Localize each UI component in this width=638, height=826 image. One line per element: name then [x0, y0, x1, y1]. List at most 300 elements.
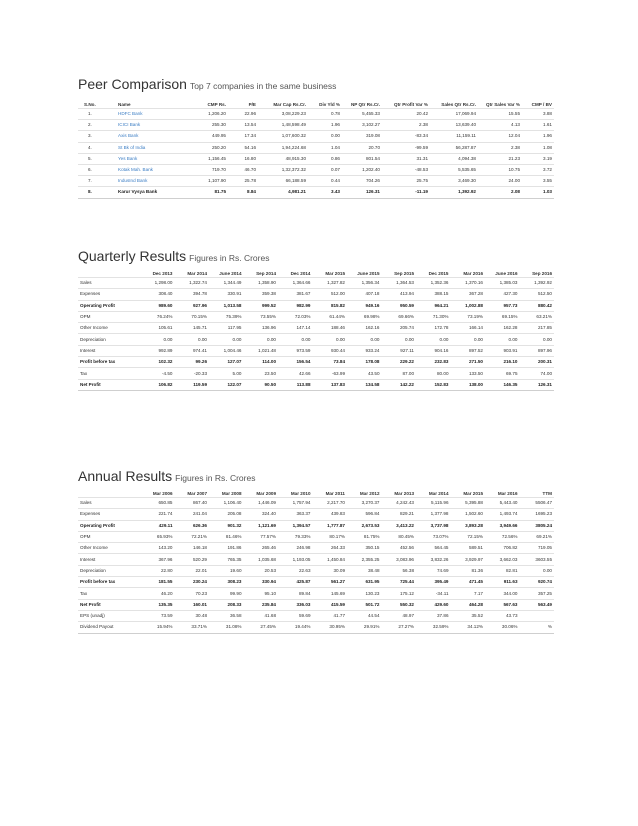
annual-value-cell: 564.45	[416, 543, 451, 554]
peer-company-link[interactable]: Axis Bank	[116, 131, 188, 142]
peer-value-cell: 2.08	[478, 187, 522, 198]
annual-value-cell: 41.68	[244, 610, 279, 621]
annual-value-cell: 344.00	[485, 588, 520, 599]
annual-value-cell: 439.83	[313, 509, 348, 520]
quarterly-value-cell: 71.30%	[416, 311, 451, 322]
quarterly-value-cell: 381.67	[278, 289, 313, 300]
table-row	[78, 554, 554, 565]
annual-value-cell: 265.46	[244, 543, 279, 554]
annual-row-label: Expenses	[78, 509, 140, 520]
peer-company-link[interactable]: St Bk of India	[116, 142, 188, 153]
table-row	[78, 509, 554, 520]
quarterly-value-cell: 172.78	[416, 323, 451, 334]
quarterly-value-cell: 136.96	[244, 323, 279, 334]
annual-value-cell: 36.58	[209, 610, 244, 621]
annual-value-cell: 43.73	[485, 610, 520, 621]
annual-value-cell: 464.28	[451, 599, 486, 610]
peer-value-cell: 2.38	[478, 142, 522, 153]
quarterly-value-cell: -63.99	[313, 368, 348, 379]
annual-value-cell: 1,450.84	[313, 554, 348, 565]
annual-value-cell: 367.96	[140, 554, 175, 565]
quarterly-value-cell: 1,392.92	[520, 278, 555, 289]
peer-value-cell: 0.44	[308, 176, 342, 187]
quarterly-value-cell: 0.00	[347, 334, 382, 345]
peer-table	[78, 94, 554, 199]
quarterly-value-cell: 200.31	[520, 357, 555, 368]
annual-value-cell: 563.49	[520, 599, 555, 610]
peer-value-cell: 1,48,598.49	[258, 120, 308, 131]
annual-value-cell: 7.17	[451, 588, 486, 599]
peer-value-cell: 719.70	[188, 164, 228, 175]
table-row	[78, 520, 554, 531]
quarterly-period-header: Mar 2015	[325, 271, 345, 276]
annual-value-cell: 2,355.25	[347, 554, 382, 565]
quarterly-value-cell: 974.41	[175, 345, 210, 356]
quarterly-value-cell: 271.50	[451, 357, 486, 368]
quarterly-value-cell: 188.46	[313, 323, 348, 334]
annual-value-cell: 130.23	[347, 588, 382, 599]
peer-sno: 4.	[78, 142, 116, 153]
annual-value-cell: 1695.23	[520, 509, 555, 520]
quarterly-value-cell: 0.00	[278, 334, 313, 345]
annual-period-header: Mar 2015	[463, 491, 483, 496]
quarterly-value-cell: 229.22	[382, 357, 417, 368]
annual-value-cell: 22.63	[278, 565, 313, 576]
table-row	[78, 543, 554, 554]
annual-value-cell: 56.38	[382, 565, 417, 576]
annual-value-cell: 81.46%	[209, 531, 244, 542]
annual-period-header: Mar 2009	[256, 491, 276, 496]
peer-value-cell: 46.70	[228, 164, 258, 175]
peer-value-cell: 0.86	[308, 153, 342, 164]
quarterly-value-cell: 927.11	[382, 345, 417, 356]
peer-header-cell: CMP / BV	[531, 102, 552, 107]
peer-subtitle: Top 7 companies in the same business	[189, 81, 337, 91]
annual-value-cell: 725.44	[382, 577, 417, 588]
peer-comparison-section	[78, 76, 554, 199]
quarterly-value-cell: 1,002.88	[451, 300, 486, 311]
peer-value-cell: 1,156.45	[188, 153, 228, 164]
quarterly-value-cell: 1,356.34	[347, 278, 382, 289]
quarterly-value-cell: 166.14	[451, 323, 486, 334]
peer-value-cell: 3,469.30	[430, 176, 478, 187]
annual-value-cell: 99.90	[209, 588, 244, 599]
annual-value-cell: 30.06%	[485, 622, 520, 633]
quarterly-period-header: June 2014	[219, 271, 242, 276]
quarterly-value-cell: 113.88	[278, 379, 313, 390]
annual-value-cell: 1,777.87	[313, 520, 348, 531]
quarterly-value-cell: 73.84	[313, 357, 348, 368]
annual-value-cell: 567.63	[485, 599, 520, 610]
annual-row-label: Tax	[78, 588, 140, 599]
annual-value-cell: 3,270.37	[347, 498, 382, 509]
annual-value-cell: 27.45%	[244, 622, 279, 633]
quarterly-value-cell: 1,364.53	[382, 278, 417, 289]
peer-value-cell: 1.61	[522, 120, 554, 131]
peer-value-cell: 5,455.33	[342, 109, 382, 120]
quarterly-value-cell: 1,021.48	[244, 345, 279, 356]
quarterly-value-cell: 178.08	[347, 357, 382, 368]
annual-value-cell: 81.36	[451, 565, 486, 576]
peer-header-cell: Qtr Sales Var %	[486, 102, 520, 107]
annual-value-cell: 650.85	[140, 498, 175, 509]
quarterly-value-cell: 152.83	[416, 379, 451, 390]
annual-value-cell: 72.56%	[485, 531, 520, 542]
peer-value-cell: 319.08	[342, 131, 382, 142]
annual-value-cell: 264.33	[313, 543, 348, 554]
annual-value-cell: 19.44%	[278, 622, 313, 633]
annual-value-cell: 191.86	[209, 543, 244, 554]
annual-value-cell: 30.48	[175, 610, 210, 621]
peer-value-cell: 449.95	[188, 131, 228, 142]
annual-period-header: Mar 2016	[497, 491, 518, 496]
annual-row-label: Other Income	[78, 543, 140, 554]
annual-value-cell: 3,949.66	[485, 520, 520, 531]
annual-value-cell: 395.49	[416, 577, 451, 588]
annual-row-label: Operating Profit	[78, 520, 140, 531]
annual-value-cell: 520.29	[175, 554, 210, 565]
quarterly-value-cell: 69.75	[485, 368, 520, 379]
annual-value-cell: 38.48	[347, 565, 382, 576]
annual-value-cell: 160.01	[175, 599, 210, 610]
annual-value-cell: 911.63	[485, 577, 520, 588]
annual-value-cell: 79.33%	[278, 531, 313, 542]
annual-value-cell: 59.69	[278, 610, 313, 621]
annual-value-cell: 15.94%	[140, 622, 175, 633]
peer-sno: 2.	[78, 120, 116, 131]
annual-value-cell: 429.60	[416, 599, 451, 610]
annual-results-title	[78, 468, 554, 484]
quarterly-row-label: Sales	[78, 278, 140, 289]
peer-value-cell: 8.84	[228, 187, 258, 198]
quarterly-value-cell: 1,322.74	[175, 278, 210, 289]
annual-value-cell: 69.21%	[520, 531, 555, 542]
quarterly-value-cell: 367.28	[451, 289, 486, 300]
table-row	[78, 334, 554, 345]
peer-value-cell: -83.34	[382, 131, 430, 142]
peer-value-cell: 3.43	[308, 187, 342, 198]
quarterly-value-cell: 216.10	[485, 357, 520, 368]
table-row	[78, 531, 554, 542]
peer-value-cell: 3.19	[522, 153, 554, 164]
peer-value-cell: 20.42	[382, 109, 430, 120]
annual-value-cell: 901.32	[209, 520, 244, 531]
annual-value-cell: 3603.55	[520, 554, 555, 565]
peer-sno: 5.	[78, 153, 116, 164]
quarterly-value-cell: 43.50	[347, 368, 382, 379]
quarterly-value-cell: 74.00	[520, 368, 555, 379]
quarterly-row-label: OPM	[78, 311, 140, 322]
table-row	[78, 153, 554, 164]
quarterly-value-cell: 0.00	[485, 334, 520, 345]
quarterly-subtitle: Figures in Rs. Crores	[189, 253, 270, 263]
quarterly-row-label: Operating Profit	[78, 300, 140, 311]
annual-value-cell: 77.57%	[244, 531, 279, 542]
quarterly-value-cell: 5.00	[209, 368, 244, 379]
quarterly-value-cell: 137.83	[313, 379, 348, 390]
peer-value-cell: 24.00	[478, 176, 522, 187]
quarterly-value-cell: -4.50	[140, 368, 175, 379]
peer-header-cell: Sales Qtr Rs.Cr.	[441, 102, 476, 107]
peer-value-cell: 13,639.40	[430, 120, 478, 131]
annual-period-header: Mar 2010	[290, 491, 311, 496]
quarterly-value-cell: 127.07	[209, 357, 244, 368]
peer-company-link[interactable]: Yes Bank	[116, 153, 188, 164]
annual-value-cell: 1,121.69	[244, 520, 279, 531]
annual-value-cell: 336.03	[278, 599, 313, 610]
peer-value-cell: 255.30	[188, 120, 228, 131]
peer-value-cell: 2.38	[382, 120, 430, 131]
peer-comparison-title	[78, 76, 554, 92]
table-row	[78, 289, 554, 300]
peer-value-cell: -48.53	[382, 164, 430, 175]
peer-company-link[interactable]: IndusInd Bank	[116, 176, 188, 187]
quarterly-value-cell: 73.55%	[244, 311, 279, 322]
annual-value-cell: 1,493.74	[485, 509, 520, 520]
peer-value-cell: 10.75	[478, 164, 522, 175]
quarterly-value-cell: 117.95	[209, 323, 244, 334]
annual-row-label: Depreciation	[78, 565, 140, 576]
annual-period-header: Mar 2011	[325, 491, 345, 496]
annual-value-cell: 920.74	[520, 577, 555, 588]
annual-value-cell: 350.15	[347, 543, 382, 554]
annual-value-cell: 41.77	[313, 610, 348, 621]
peer-value-cell: 1,392.92	[430, 187, 478, 198]
peer-value-cell: 48,915.30	[258, 153, 308, 164]
peer-header-cell: S.No.	[84, 102, 96, 107]
quarterly-period-header: Dec 2015	[428, 271, 449, 276]
peer-company-link[interactable]: ICICI Bank	[116, 120, 188, 131]
table-row	[78, 588, 554, 599]
quarterly-value-cell: 0.00	[313, 334, 348, 345]
peer-value-cell: 12.04	[478, 131, 522, 142]
annual-row-label: OPM	[78, 531, 140, 542]
annual-value-cell: 73.07%	[416, 531, 451, 542]
quarterly-row-label: Depreciation	[78, 334, 140, 345]
quarterly-period-header: June 2015	[357, 271, 380, 276]
annual-value-cell: 80.45%	[382, 531, 417, 542]
peer-value-cell: 16.80	[228, 153, 258, 164]
annual-value-cell: 1,377.98	[416, 509, 451, 520]
quarterly-value-cell: 992.89	[140, 345, 175, 356]
peer-value-cell: 801.54	[342, 153, 382, 164]
annual-value-cell: 719.05	[520, 543, 555, 554]
quarterly-value-cell: 512.00	[313, 289, 348, 300]
quarterly-value-cell: 308.40	[140, 289, 175, 300]
annual-value-cell: 22.80	[140, 565, 175, 576]
peer-value-cell: 1,107.90	[188, 176, 228, 187]
peer-value-cell: 1.96	[308, 120, 342, 131]
annual-value-cell: 1,502.60	[451, 509, 486, 520]
peer-value-cell: 3,102.27	[342, 120, 382, 131]
quarterly-value-cell: 0.00	[175, 334, 210, 345]
annual-value-cell: 1,106.40	[209, 498, 244, 509]
annual-value-cell: 357.25	[520, 588, 555, 599]
peer-value-cell: 13.54	[228, 120, 258, 131]
annual-value-cell: 2,217.70	[313, 498, 348, 509]
annual-value-cell: 205.08	[209, 509, 244, 520]
annual-value-cell: 82.81	[485, 565, 520, 576]
annual-value-cell: 3,832.26	[416, 554, 451, 565]
annual-value-cell: 471.45	[451, 577, 486, 588]
table-row	[78, 599, 554, 610]
annual-value-cell: 74.69	[416, 565, 451, 576]
quarterly-value-cell: 126.31	[520, 379, 555, 390]
quarterly-value-cell: 133.50	[451, 368, 486, 379]
annual-value-cell: 1,446.09	[244, 498, 279, 509]
annual-value-cell: 145.69	[313, 588, 348, 599]
peer-value-cell: -99.59	[382, 142, 430, 153]
annual-value-cell: 5,115.96	[416, 498, 451, 509]
quarterly-value-cell: 87.00	[382, 368, 417, 379]
annual-value-cell: 81.75%	[347, 531, 382, 542]
annual-period-header: Mar 2013	[394, 491, 414, 496]
peer-sno: 7.	[78, 176, 116, 187]
quarterly-value-cell: 815.82	[313, 300, 348, 311]
quarterly-value-cell: 0.00	[451, 334, 486, 345]
annual-value-cell: 208.33	[209, 599, 244, 610]
quarterly-row-label: Expenses	[78, 289, 140, 300]
quarterly-value-cell: 880.42	[520, 300, 555, 311]
quarterly-value-cell: 114.00	[244, 357, 279, 368]
peer-value-cell: 1.04	[308, 142, 342, 153]
quarterly-row-label: Other Income	[78, 323, 140, 334]
annual-value-cell: 501.72	[347, 599, 382, 610]
table-row	[78, 577, 554, 588]
annual-value-cell: 37.86	[416, 610, 451, 621]
annual-value-cell: 561.27	[313, 577, 348, 588]
peer-value-cell: 4,981.21	[258, 187, 308, 198]
peer-company-link[interactable]: HDFC Bank	[116, 109, 188, 120]
quarterly-value-cell: 162.16	[347, 323, 382, 334]
annual-subtitle: Figures in Rs. Crores	[175, 473, 256, 483]
annual-value-cell: 1,193.05	[278, 554, 313, 565]
peer-header-cell: NP Qtr Rs.Cr.	[350, 102, 380, 107]
annual-value-cell: 829.21	[382, 509, 417, 520]
table-row	[78, 357, 554, 368]
peer-value-cell: 1,94,224.68	[258, 142, 308, 153]
quarterly-value-cell: 105.61	[140, 323, 175, 334]
annual-value-cell: 3,893.28	[451, 520, 486, 531]
annual-value-cell: 308.23	[209, 577, 244, 588]
quarterly-value-cell: 217.85	[520, 323, 555, 334]
annual-value-cell: 30.95%	[313, 622, 348, 633]
annual-value-cell: 1,757.94	[278, 498, 313, 509]
annual-value-cell: 235.84	[244, 599, 279, 610]
quarterly-value-cell: 413.94	[382, 289, 417, 300]
annual-value-cell: 5506.47	[520, 498, 555, 509]
quarterly-value-cell: 330.91	[209, 289, 244, 300]
peer-value-cell: 0.00	[308, 131, 342, 142]
quarterly-value-cell: 1,344.49	[209, 278, 244, 289]
quarterly-value-cell: 61.44%	[313, 311, 348, 322]
quarterly-value-cell: 1,327.82	[313, 278, 348, 289]
quarterly-value-cell: 205.74	[382, 323, 417, 334]
annual-period-header: Mar 2008	[221, 491, 242, 496]
annual-value-cell: 70.23	[175, 588, 210, 599]
annual-value-cell: 27.27%	[382, 622, 417, 633]
annual-row-label: Sales	[78, 498, 140, 509]
quarterly-value-cell: 897.96	[520, 345, 555, 356]
peer-value-cell: 704.26	[342, 176, 382, 187]
annual-value-cell: 429.11	[140, 520, 175, 531]
table-row	[78, 345, 554, 356]
peer-value-cell: 20.70	[342, 142, 382, 153]
quarterly-value-cell: 70.15%	[175, 311, 210, 322]
table-row	[78, 311, 554, 322]
annual-period-header: Mar 2012	[359, 491, 380, 496]
table-row	[78, 176, 554, 187]
quarterly-period-header: Sep 2016	[532, 271, 552, 276]
quarterly-value-cell: 0.00	[520, 334, 555, 345]
peer-value-cell: 0.78	[308, 109, 342, 120]
quarterly-value-cell: 957.73	[485, 300, 520, 311]
peer-value-cell: 3,08,229.23	[258, 109, 308, 120]
peer-value-cell: 4,094.38	[430, 153, 478, 164]
annual-value-cell: 0.00	[520, 565, 555, 576]
peer-value-cell: 126.31	[342, 187, 382, 198]
quarterly-period-header: June 2016	[495, 271, 518, 276]
peer-value-cell: 15.55	[478, 109, 522, 120]
annual-value-cell: 1,394.57	[278, 520, 313, 531]
quarterly-value-cell: 897.52	[451, 345, 486, 356]
quarterly-row-label: Profit before tax	[78, 357, 140, 368]
quarterly-value-cell: 102.32	[140, 357, 175, 368]
annual-row-label: EPS (unadj)	[78, 610, 140, 621]
quarterly-value-cell: 388.15	[416, 289, 451, 300]
annual-value-cell: 3,413.22	[382, 520, 417, 531]
annual-value-cell: 230.24	[175, 577, 210, 588]
quarterly-value-cell: 106.82	[140, 379, 175, 390]
peer-value-cell: 1.03	[522, 187, 554, 198]
peer-value-cell: 0.07	[308, 164, 342, 175]
peer-value-cell: 250.20	[188, 142, 228, 153]
quarterly-value-cell: 75.39%	[209, 311, 244, 322]
quarterly-value-cell: 989.60	[140, 300, 175, 311]
peer-value-cell: 25.78	[228, 176, 258, 187]
peer-value-cell: 4.13	[478, 120, 522, 131]
annual-value-cell: 631.95	[347, 577, 382, 588]
peer-value-cell: 1.96	[522, 131, 554, 142]
quarterly-value-cell: 904.16	[416, 345, 451, 356]
quarterly-value-cell: 142.22	[382, 379, 417, 390]
quarterly-value-cell: 147.14	[278, 323, 313, 334]
annual-value-cell: 65.93%	[140, 531, 175, 542]
peer-header-cell: Div Yld %	[319, 102, 340, 107]
quarterly-row-label: Interest	[78, 345, 140, 356]
peer-value-cell: 31.31	[382, 153, 430, 164]
annual-value-cell: 5,395.88	[451, 498, 486, 509]
annual-value-cell: 19.60	[209, 565, 244, 576]
peer-title-text: Peer Comparison	[78, 76, 187, 92]
annual-value-cell: 72.15%	[451, 531, 486, 542]
quarterly-value-cell: 73.19%	[451, 311, 486, 322]
peer-value-cell: 1,206.20	[188, 109, 228, 120]
quarterly-value-cell: 1,298.00	[140, 278, 175, 289]
quarterly-value-cell: 0.00	[244, 334, 279, 345]
peer-value-cell: 1,07,600.32	[258, 131, 308, 142]
quarterly-value-cell: 1,004.46	[209, 345, 244, 356]
quarterly-value-cell: 162.28	[485, 323, 520, 334]
peer-value-cell: 1.08	[522, 142, 554, 153]
quarterly-header-blank	[78, 267, 140, 278]
annual-period-header: Mar 2007	[187, 491, 207, 496]
annual-period-header: Mar 2006	[152, 491, 173, 496]
quarterly-value-cell: 119.59	[175, 379, 210, 390]
quarterly-value-cell: 930.44	[313, 345, 348, 356]
peer-company-link[interactable]: Kotak Mah. Bank	[116, 164, 188, 175]
table-row	[78, 164, 554, 175]
